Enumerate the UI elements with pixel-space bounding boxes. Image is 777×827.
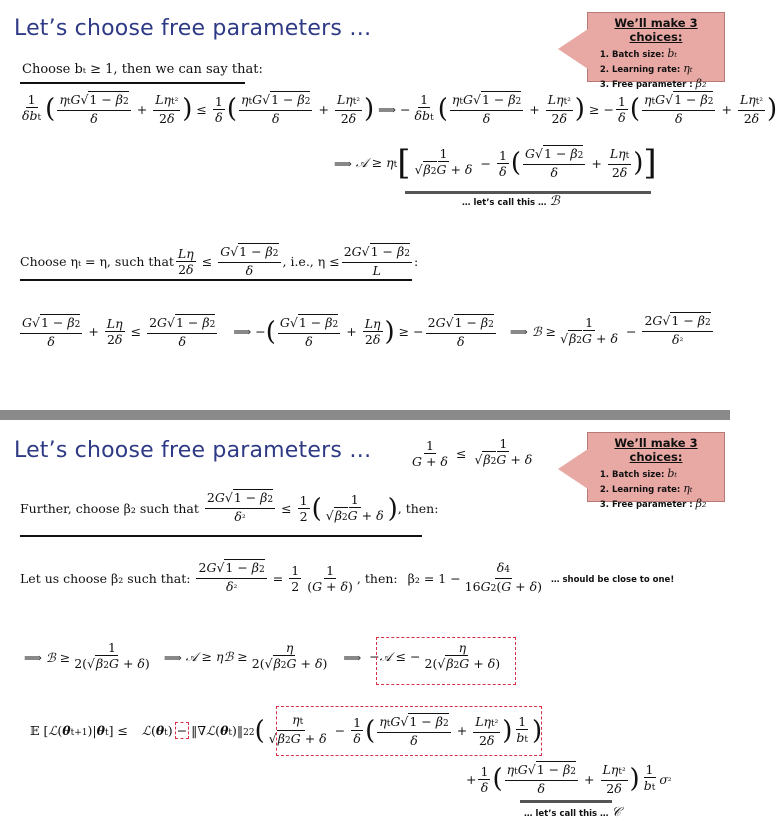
slide-title: Let’s choose free parameters … [14,438,372,463]
further-choose-line: Further, choose β₂ such that $\frac{2G√1 - \beta 2}{\text{δ²}}$ ≤ $\frac{1}{2}$ ( $\frac{1}{√\beta 2G + \delta}$ ) , then: [20,490,439,524]
highlight-box [376,637,516,685]
choice-free-parameter: 3. Free parameter : β₂ [612,77,718,92]
inequality-chain: ⟹ ℬ ≥ $\frac{1}{2(√\beta 2G + \delta)}$ ⟹ 𝒜 ≥ ηℬ ≥ $\frac{\eta}{2(√\beta 2G + \delta)}$ ⟹ −𝒜 ≤ − $\frac{\eta}{2(√\beta 2G + \delta)}$ [24,640,501,671]
side-inequality: $\frac{1}{G + \delta}$ ≤ $\frac{1}{√\beta 2G + \delta}$ [412,436,533,469]
highlight-box [276,706,542,756]
callout-arrow [558,449,588,489]
underline [20,82,245,84]
let-us-choose-line: Let us choose β₂ such that: $\frac{2G√1 - \beta 2}{\text{δ²}}$ = $\frac{1}{2}$ $\frac{1}{(G + \delta)}$ , then: β₂ = 1 − $\frac{\delta 4}{16G2(G + \delta)}$ [20,560,543,594]
choice-batch-size: 1. Batch size: bₜ [612,47,718,62]
slide-divider [0,410,730,420]
choice-learning-rate: 2. Learning rate: ηₜ [612,62,718,77]
choose-bt-text: Choose bₜ ≥ 1, then we can say that: [22,62,263,77]
callout-heading: We’ll make 3 choices: [614,16,698,44]
callout-heading: We’ll make 3 choices: [614,436,698,464]
choose-eta-line: Choose ηₜ = η, such that $\frac{L\eta}{2\delta}$ ≤ $\frac{G√1 - \beta 2}{\delta}$ , i.e., η ≤ $\frac{2G√1 - \beta 2}{L}$ : [20,244,419,278]
choice-learning-rate: 2. Learning rate: ηₜ [612,482,718,497]
close-to-one-note: … should be close to one! [551,575,675,585]
choice-free-parameter: 3. Free parameter : β₂ [612,497,718,512]
slide-2 [0,420,730,827]
inequality-2: ⟹ 𝒜 ≥ ηt [ $\frac{1}{√\beta 2G + \delta}$ − $\frac{1}{\delta}$ ( $\frac{G√1 - \beta 2}{\delta}$ + $\frac{\text{Lηt}}{2\delta}$ ) ] [334,143,657,183]
slide-1 [0,0,777,410]
choice-batch-size: 1. Batch size: bₜ [612,467,718,482]
choices-list [594,467,718,512]
choices-list [594,47,718,92]
choices-callout [587,12,725,90]
brace-C [520,800,612,803]
choices-callout [587,432,725,510]
tag-call-B: … let’s call this … ℬ [462,194,560,209]
expectation-bound: 𝔼 [ℒ(θt+1)|θt] ≤ ℒ(θt) − ‖∇ℒ(θt)‖22 ( $\frac{\eta t}{√\beta 2G + \delta}$ − $\frac{1}{\delta}$ ( $\frac{\text{ηtG√1 − β2}}{\delta}$ + $\frac{\text{Lηt²}}{2\delta}$ ) $\frac{1}{bt}$ ) [30,712,543,748]
underline [20,535,422,537]
slide-title: Let’s choose free parameters … [14,16,372,41]
variance-term: + $\frac{1}{\delta}$ ( $\frac{\text{ηtG√1 − β2}}{\delta}$ + $\frac{\text{Lηt²}}{2\delta}$ ) $\frac{1}{bt}$ σ² [466,762,672,796]
inequality-3: $\frac{G√1 - \beta 2}{\delta}$ + $\frac{L\eta}{2\delta}$ ≤ $\frac{2G√1 - \beta 2}{\delta}$ ⟹ − ( $\frac{G√1 - \beta 2}{\delta}$ + $\frac{L\eta}{2\delta}$ ) ≥ − $\frac{2G√1 - \beta 2}{\delta}$ ⟹ ℬ ≥ $\frac{1}{√\beta 2G + \delta}$ − $\frac{2G√1 - \beta 2}{\text{δ²}}$ [22,313,711,349]
inequality-1: $\frac{1}{\text{δbt}}$ ( $\frac{\text{ηtG√1 − β2}}{\delta}$ + $\frac{\text{Lηt²}}{2\delta}$ ) ≤ $\frac{1}{\delta}$ ( $\frac{\text{ηtG√1 − β2}}{\delta}$ + $\frac{\text{Lηt²}}{2\delta}$ ) ⟹ − $\frac{1}{\text{δbt}}$ ( $\frac{\text{ηtG√1 − β2}}{\delta}$ + $\frac{\text{Lηt²}}{2\delta}$ ) ≥ − $\frac{1}{\delta}$ ( $\frac{\text{ηtG√1 − β2}}{\delta}$ + $\frac{\text{Lηt²}}{2\delta}$ ) [22,92,777,126]
underline [20,279,412,281]
callout-arrow [558,29,588,69]
tag-call-C: … let’s call this … 𝒞 [524,805,622,820]
